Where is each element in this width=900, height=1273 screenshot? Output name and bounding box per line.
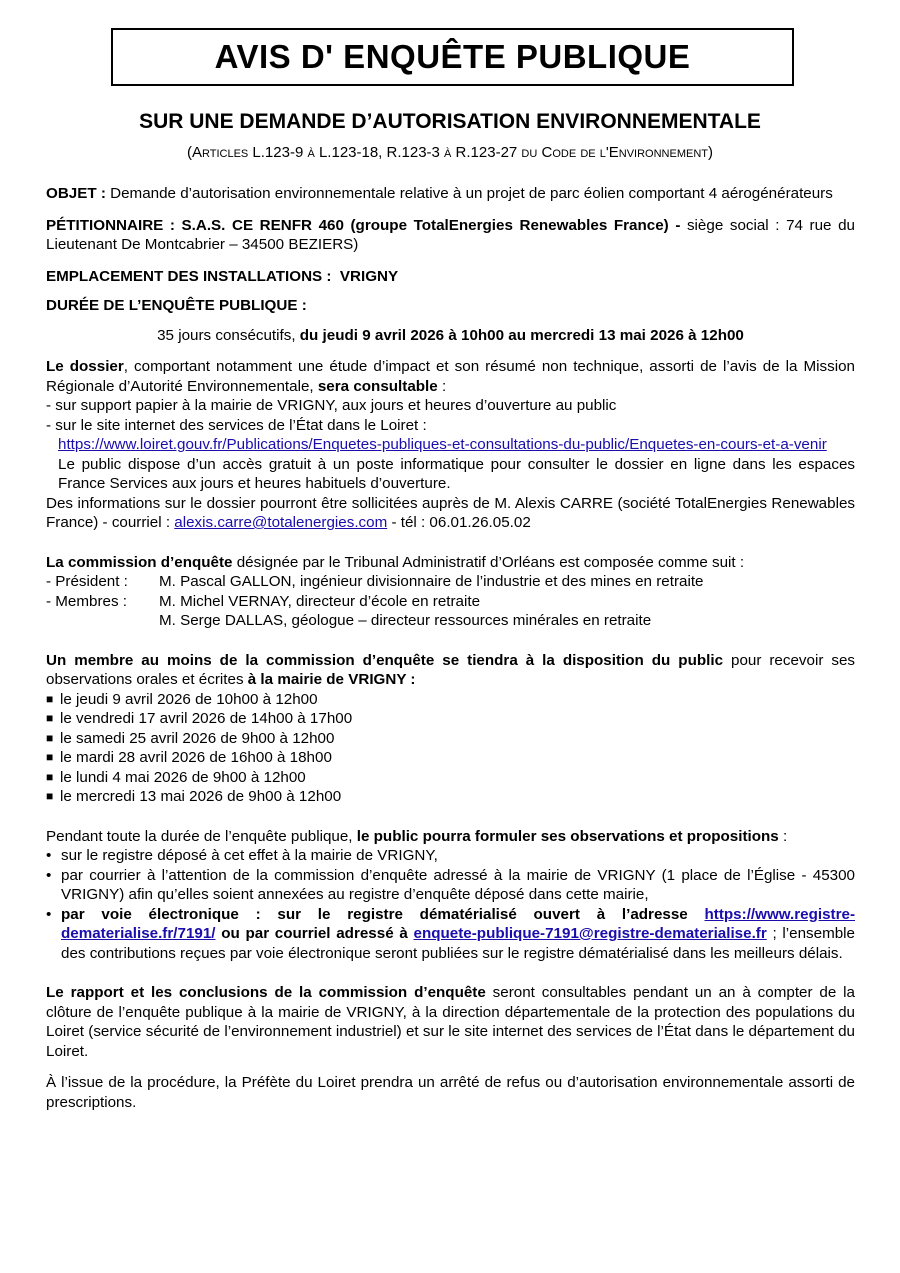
emplacement-paragraph bbox=[46, 267, 855, 287]
dossier-label: Le dossier bbox=[46, 358, 124, 375]
square-bullet-icon: ■ bbox=[46, 730, 54, 745]
permanence-date-item bbox=[46, 748, 855, 768]
observations-colon: : bbox=[778, 827, 788, 845]
petitionnaire-paragraph bbox=[46, 216, 855, 255]
member-role: - Président : bbox=[46, 573, 128, 590]
objet-text: Demande d’autorisation environnementale relative à un projet de parc éolien comportant 4 aérogénérateurs bbox=[105, 185, 833, 202]
emplacement-value: VRIGNY bbox=[339, 267, 399, 285]
permanence-date-item bbox=[46, 787, 855, 807]
observation-electronique bbox=[61, 905, 855, 964]
commission-member bbox=[46, 592, 855, 612]
square-bullet-icon: ■ bbox=[46, 750, 54, 764]
permanence-date-item bbox=[46, 729, 855, 749]
commission-member bbox=[46, 572, 855, 592]
rapport-text: seront consultables pendant un an à compter de la clôture de l’enquête publique à la mairie de VRIGNY, à la direction départementale de la protection des populations du Loiret (service sécurité de l’environnement industriel) et sur le site internet des services de l’État dans le département du Loiret. bbox=[46, 984, 855, 1060]
square-bullet-icon: ■ bbox=[46, 691, 54, 706]
dossier-url-line bbox=[46, 435, 855, 455]
dossier-paragraph bbox=[46, 357, 855, 396]
observation-method-item bbox=[46, 905, 855, 964]
registre-email-link[interactable]: enquete-publique-7191@registre-dematerialise.fr bbox=[413, 925, 767, 942]
info-prefix: Des informations sur le dossier pourront être sollicitées auprès de M. Alexis CARRE (société TotalEnergies Renewables France) - courriel : bbox=[46, 494, 855, 531]
member-role: - Membres : bbox=[46, 592, 128, 610]
info-suffix: - tél : 06.01.26.05.02 bbox=[387, 514, 531, 531]
observation-method-item bbox=[46, 846, 855, 866]
bullet-icon: • bbox=[46, 847, 52, 864]
legal-articles: (Articles L.123-9 à L.123-18, R.123-3 à R.123-27 du Code de l'Environnement) bbox=[187, 144, 713, 161]
observation-method-item bbox=[46, 866, 855, 905]
duree-paragraph bbox=[46, 326, 855, 346]
duree-prefix: 35 jours consécutifs, bbox=[157, 326, 300, 344]
permanence-date: le lundi 4 mai 2026 de 9h00 à 12h00 bbox=[60, 768, 306, 786]
permanence-date: le jeudi 9 avril 2026 de 10h00 à 12h00 bbox=[60, 690, 318, 708]
petitionnaire-text: siège social : 74 rue du Lieutenant De Montcabrier – 34500 BEZIERS) bbox=[46, 216, 855, 253]
square-bullet-icon: ■ bbox=[46, 789, 54, 803]
electronique-or: ou par courriel adressé à bbox=[215, 925, 414, 942]
permanences-label: Un membre au moins de la commission d’enquête se tiendra à la disposition du public bbox=[46, 651, 724, 669]
member-role bbox=[46, 611, 159, 631]
observation-courrier: par courrier à l’attention de la commission d’enquête adressé à la mairie de VRIGNY (1 place de l’Église - 45300 VRIGNY) afin qu’elles soient annexées au registre d’enquête déposé dans cette mairie, bbox=[61, 866, 855, 903]
member-name: M. Michel VERNAY, directeur d’école en retraite bbox=[159, 592, 481, 610]
permanences-paragraph bbox=[46, 651, 855, 690]
dossier-item-web: - sur le site internet des services de l’État dans le Loiret : bbox=[46, 416, 427, 434]
electronique-end: ; l’ensemble des contributions reçues par voie électronique seront publiées sur le registre dématérialisé dans les meilleurs délais. bbox=[61, 925, 855, 962]
observations-label: le public pourra formuler ses observations et propositions bbox=[356, 827, 779, 845]
permanence-date: le mardi 28 avril 2026 de 16h00 à 18h00 bbox=[60, 749, 332, 766]
duree-dates: du jeudi 9 avril 2026 à 10h00 au mercredi 13 mai 2026 à 12h00 bbox=[299, 326, 744, 344]
observation-registre: sur le registre déposé à cet effet à la mairie de VRIGNY, bbox=[61, 847, 438, 864]
commission-member bbox=[46, 611, 855, 631]
bullet-icon: • bbox=[46, 866, 52, 884]
observations-paragraph bbox=[46, 827, 855, 847]
commission-text: désignée par le Tribunal Administratif d’Orléans est composée comme suit : bbox=[232, 553, 745, 571]
permanences-place: à la mairie de VRIGNY : bbox=[247, 671, 416, 688]
rapport-label: Le rapport et les conclusions de la commission d’enquête bbox=[46, 984, 486, 1001]
objet-paragraph bbox=[46, 184, 855, 204]
commission-label: La commission d’enquête bbox=[46, 553, 233, 571]
square-bullet-icon: ■ bbox=[46, 711, 54, 725]
electronique-label: par voie électronique : sur le registre dématérialisé ouvert à l’adresse bbox=[61, 905, 705, 923]
dossier-colon: : bbox=[437, 377, 447, 395]
objet-label: OBJET : bbox=[46, 185, 106, 202]
dossier-consultable: sera consultable bbox=[317, 377, 438, 395]
registre-url-link[interactable]: https://www.registre-dematerialise.fr/7191/ bbox=[61, 905, 855, 942]
permanence-date: le vendredi 17 avril 2026 de 14h00 à 17h00 bbox=[60, 710, 353, 727]
rapport-paragraph bbox=[46, 983, 855, 1061]
notice-title: AVIS D' ENQUÊTE PUBLIQUE bbox=[111, 28, 794, 86]
bullet-icon: • bbox=[46, 905, 52, 923]
petitionnaire-label: PÉTITIONNAIRE : S.A.S. CE RENFR 460 (groupe TotalEnergies Renewables France) - bbox=[46, 216, 681, 234]
info-paragraph bbox=[46, 494, 855, 533]
conclusion-paragraph: À l’issue de la procédure, la Préfète du Loiret prendra un arrêté de refus ou d’autorisation environnementale assorti de prescriptions. bbox=[46, 1074, 855, 1111]
square-bullet-icon: ■ bbox=[46, 769, 54, 784]
duree-label: DURÉE DE L’ENQUÊTE PUBLIQUE : bbox=[46, 297, 307, 314]
notice-body bbox=[46, 184, 855, 1112]
permanence-date: le mercredi 13 mai 2026 de 9h00 à 12h00 bbox=[60, 788, 342, 805]
contact-email-link[interactable]: alexis.carre@totalenergies.com bbox=[174, 514, 388, 531]
notice-subtitle: SUR UNE DEMANDE D’AUTORISATION ENVIRONNEMENTALE bbox=[139, 110, 761, 133]
permanence-date: le samedi 25 avril 2026 de 9h00 à 12h00 bbox=[60, 729, 335, 747]
permanence-date-item bbox=[46, 768, 855, 788]
permanence-date-item bbox=[46, 690, 855, 710]
permanence-date-item bbox=[46, 709, 855, 729]
permanences-text: pour recevoir ses observations orales et écrites bbox=[46, 651, 855, 688]
loiret-website-link[interactable]: https://www.loiret.gouv.fr/Publications/Enquetes-publiques-et-consultations-du-public/Enquetes-en-cours-et-a-venir bbox=[58, 436, 827, 453]
dossier-item-paper: - sur support papier à la mairie de VRIGNY, aux jours et heures d’ouverture au public bbox=[46, 397, 617, 414]
dossier-intro: , comportant notamment une étude d’impact et son résumé non technique, assorti de l’avis de la Mission Régionale d’Autorité Environnementale, bbox=[46, 358, 855, 395]
commission-paragraph bbox=[46, 553, 855, 573]
observations-intro: Pendant toute la durée de l’enquête publique, bbox=[46, 827, 357, 845]
emplacement-label: EMPLACEMENT DES INSTALLATIONS : bbox=[46, 267, 332, 285]
member-name: M. Serge DALLAS, géologue – directeur ressources minérales en retraite bbox=[159, 612, 652, 629]
member-name: M. Pascal GALLON, ingénieur divisionnaire de l’industrie et des mines en retraite bbox=[159, 573, 704, 590]
public-access-text: Le public dispose d’un accès gratuit à un poste informatique pour consulter le dossier en ligne dans les espaces France Services aux jours et heures habituels d’ouverture. bbox=[58, 455, 855, 492]
